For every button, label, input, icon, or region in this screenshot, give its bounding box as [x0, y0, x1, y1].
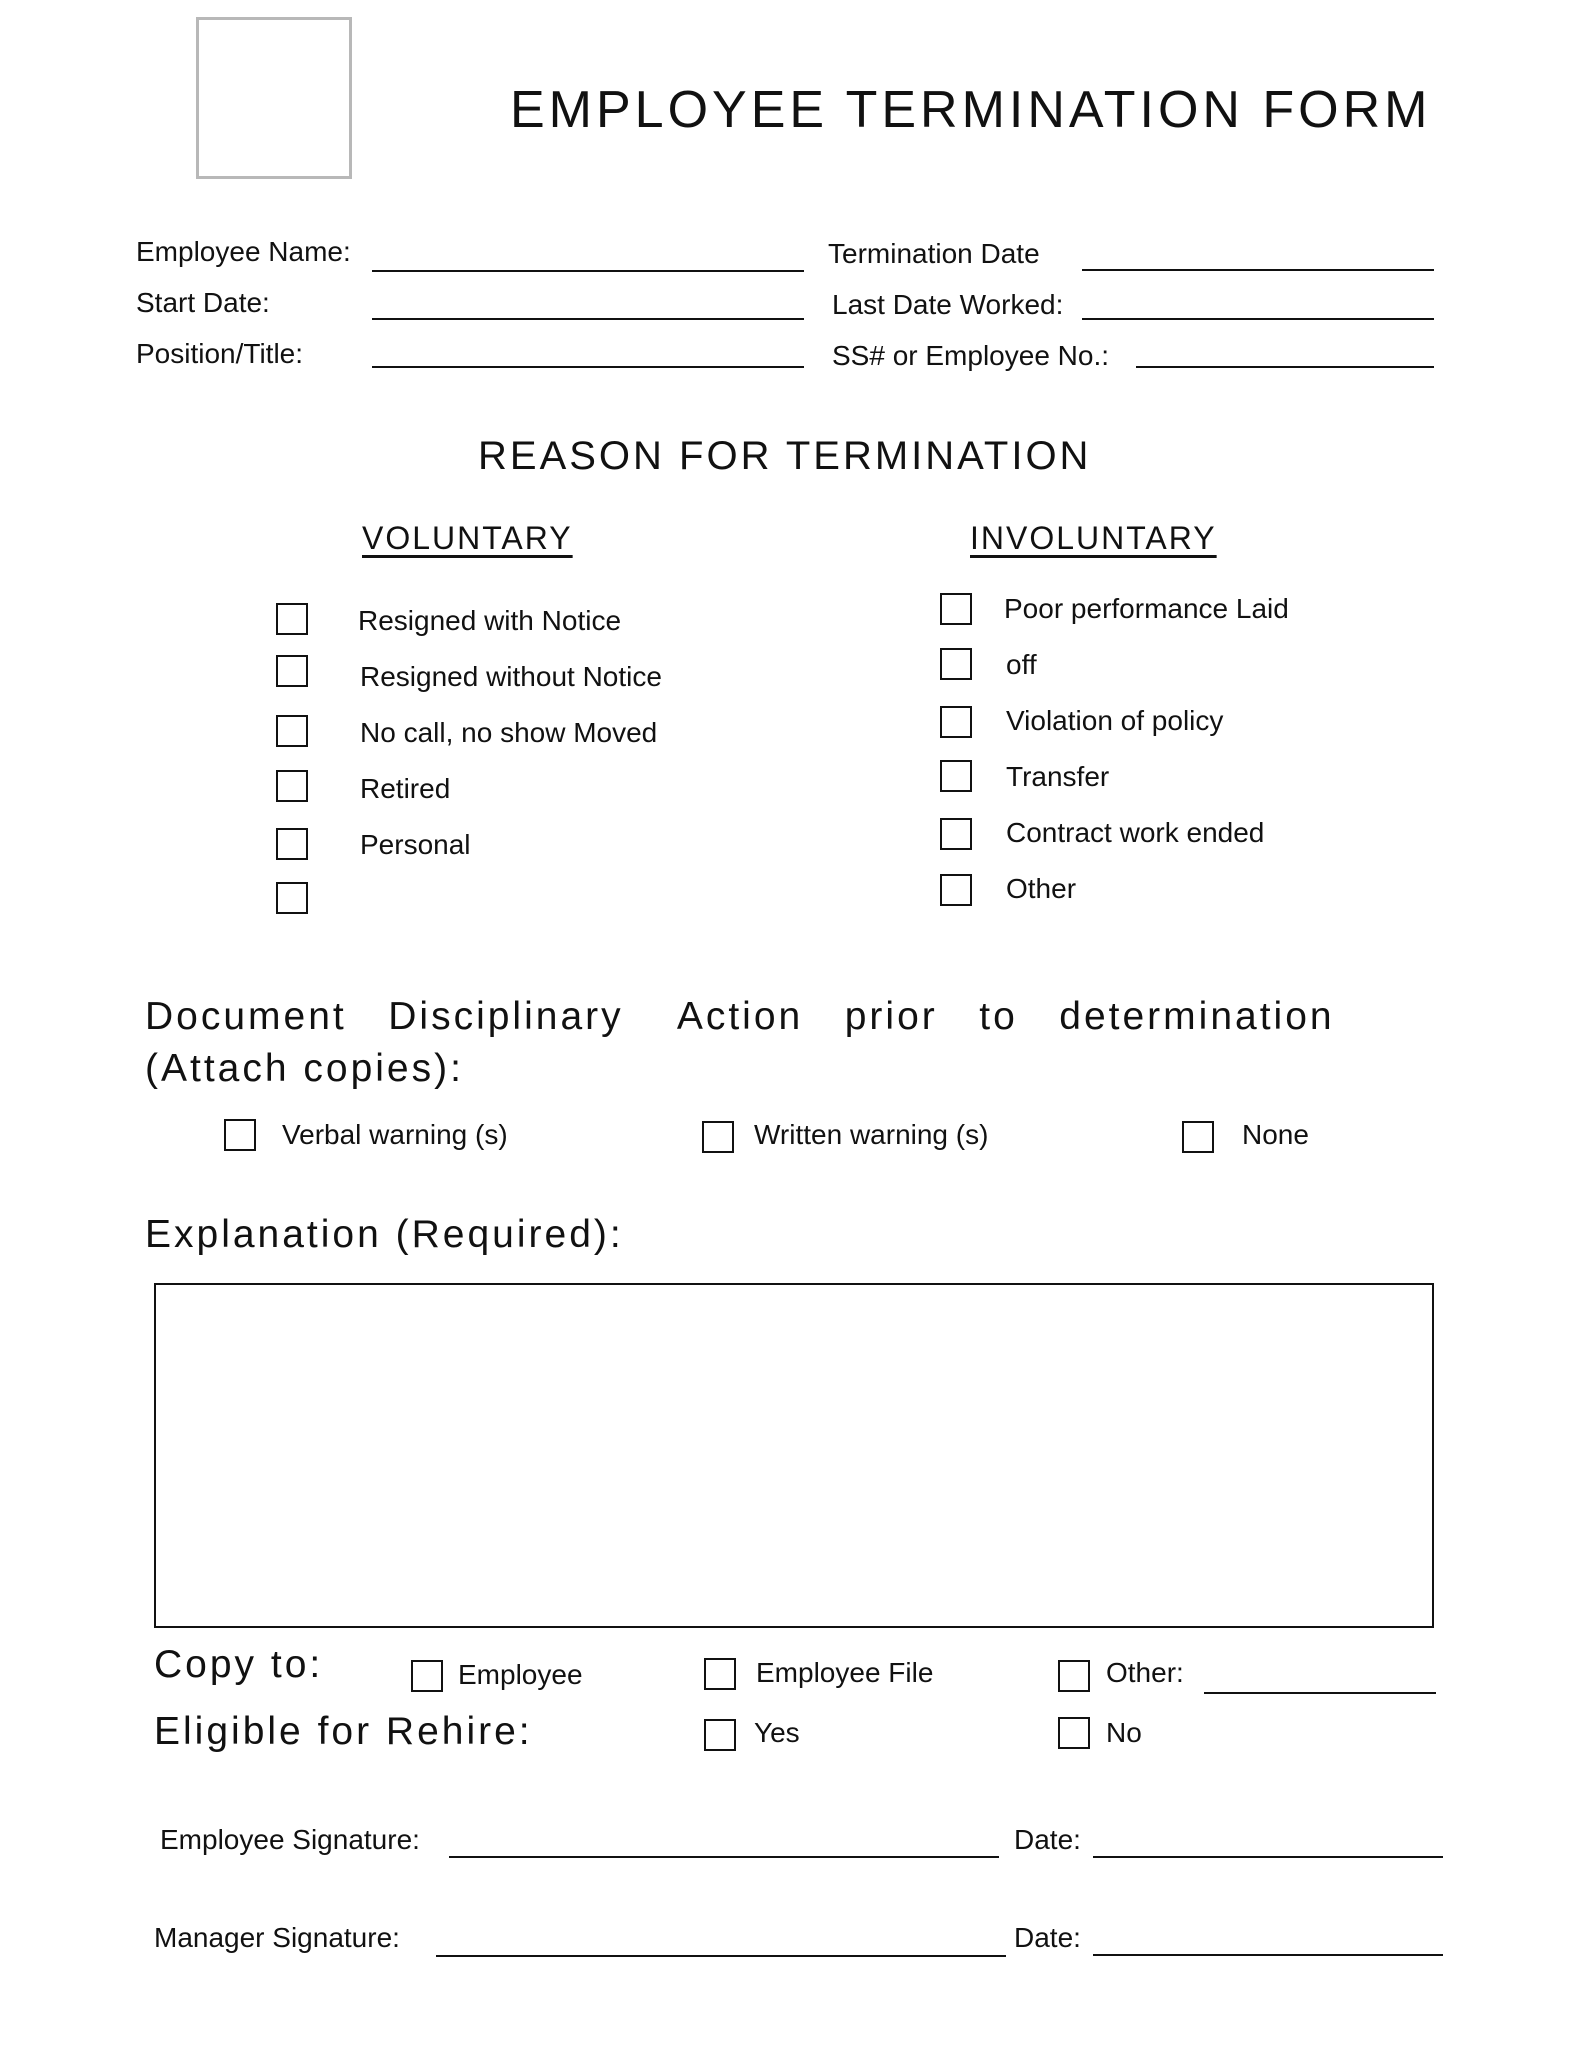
involuntary-checkbox-laid-off[interactable] [940, 648, 972, 680]
involuntary-option-label: off [1006, 649, 1037, 680]
employee-name-field[interactable] [372, 270, 804, 272]
disciplinary-heading-attach: (Attach copies): [145, 1047, 464, 1090]
copy-other-label: Other: [1106, 1657, 1184, 1688]
explanation-textarea[interactable] [154, 1283, 1434, 1628]
termination-date-label: Termination Date [828, 238, 1040, 269]
termination-date-field[interactable] [1082, 269, 1434, 271]
none-label: None [1242, 1119, 1309, 1150]
copy-employee-file-checkbox[interactable] [704, 1658, 736, 1690]
voluntary-option-label: No call, no show Moved [360, 717, 658, 748]
voluntary-checkbox-resigned-without-notice[interactable] [276, 655, 308, 687]
voluntary-checkbox-retired[interactable] [276, 828, 308, 860]
copy-other-checkbox[interactable] [1058, 1660, 1090, 1692]
voluntary-option-label: Resigned with Notice [358, 605, 622, 636]
start-date-field[interactable] [372, 318, 804, 320]
rehire-label: Eligible for Rehire: [154, 1710, 533, 1753]
rehire-yes-checkbox[interactable] [704, 1719, 736, 1751]
manager-signature-label: Manager Signature: [154, 1922, 400, 1953]
involuntary-option-label: Contract work ended [1006, 817, 1265, 848]
ss-employee-no-label: SS# or Employee No.: [832, 340, 1110, 371]
involuntary-option-label: Other [1006, 873, 1077, 904]
last-date-worked-label: Last Date Worked: [832, 289, 1064, 320]
manager-signature-field[interactable] [436, 1955, 1006, 1957]
written-warning-checkbox[interactable] [702, 1121, 734, 1153]
explanation-heading: Explanation (Required): [145, 1213, 624, 1256]
copy-to-label: Copy to: [154, 1643, 324, 1686]
manager-signature-date-field[interactable] [1093, 1954, 1443, 1956]
written-warning-label: Written warning (s) [754, 1119, 989, 1150]
verbal-warning-checkbox[interactable] [224, 1119, 256, 1151]
disciplinary-heading: Document Disciplinary Action prior to determination [145, 995, 1335, 1038]
voluntary-checkbox-personal[interactable] [276, 882, 308, 914]
voluntary-checkbox-moved[interactable] [276, 770, 308, 802]
voluntary-option-label: Resigned without Notice [360, 661, 662, 692]
rehire-no-checkbox[interactable] [1058, 1717, 1090, 1749]
copy-employee-checkbox[interactable] [411, 1660, 443, 1692]
employee-signature-date-field[interactable] [1093, 1856, 1443, 1858]
position-title-field[interactable] [372, 366, 804, 368]
involuntary-checkbox-violation[interactable] [940, 706, 972, 738]
position-title-label: Position/Title: [136, 338, 304, 369]
involuntary-option-label: Transfer [1006, 761, 1110, 792]
involuntary-checkbox-other[interactable] [940, 874, 972, 906]
copy-employee-label: Employee [458, 1659, 583, 1690]
last-date-worked-field[interactable] [1082, 318, 1434, 320]
ss-employee-no-field[interactable] [1136, 366, 1434, 368]
employee-signature-date-label: Date: [1014, 1824, 1081, 1855]
rehire-no-label: No [1106, 1717, 1142, 1748]
rehire-yes-label: Yes [754, 1717, 800, 1748]
voluntary-checkbox-resigned-notice[interactable] [276, 603, 308, 635]
voluntary-option-label: Personal [360, 829, 471, 860]
involuntary-checkbox-poor-performance[interactable] [940, 593, 972, 625]
voluntary-option-label: Retired [360, 773, 451, 804]
reason-heading: REASON FOR TERMINATION [478, 434, 1092, 478]
voluntary-checkbox-no-call[interactable] [276, 715, 308, 747]
involuntary-option-label: Poor performance Laid [1004, 593, 1289, 624]
involuntary-option-label: Violation of policy [1006, 705, 1224, 736]
copy-employee-file-label: Employee File [756, 1657, 934, 1688]
start-date-label: Start Date: [136, 287, 270, 318]
none-checkbox[interactable] [1182, 1121, 1214, 1153]
involuntary-heading: INVOLUNTARY [970, 520, 1217, 556]
employee-signature-field[interactable] [449, 1856, 999, 1858]
logo-placeholder [196, 17, 352, 179]
employee-name-label: Employee Name: [136, 236, 351, 267]
employee-signature-label: Employee Signature: [160, 1824, 420, 1855]
verbal-warning-label: Verbal warning (s) [282, 1119, 508, 1150]
manager-signature-date-label: Date: [1014, 1922, 1081, 1953]
involuntary-checkbox-contract-ended[interactable] [940, 818, 972, 850]
form-title: EMPLOYEE TERMINATION FORM [510, 81, 1432, 139]
copy-other-field[interactable] [1204, 1692, 1436, 1694]
voluntary-heading: VOLUNTARY [362, 520, 573, 556]
involuntary-checkbox-transfer[interactable] [940, 760, 972, 792]
